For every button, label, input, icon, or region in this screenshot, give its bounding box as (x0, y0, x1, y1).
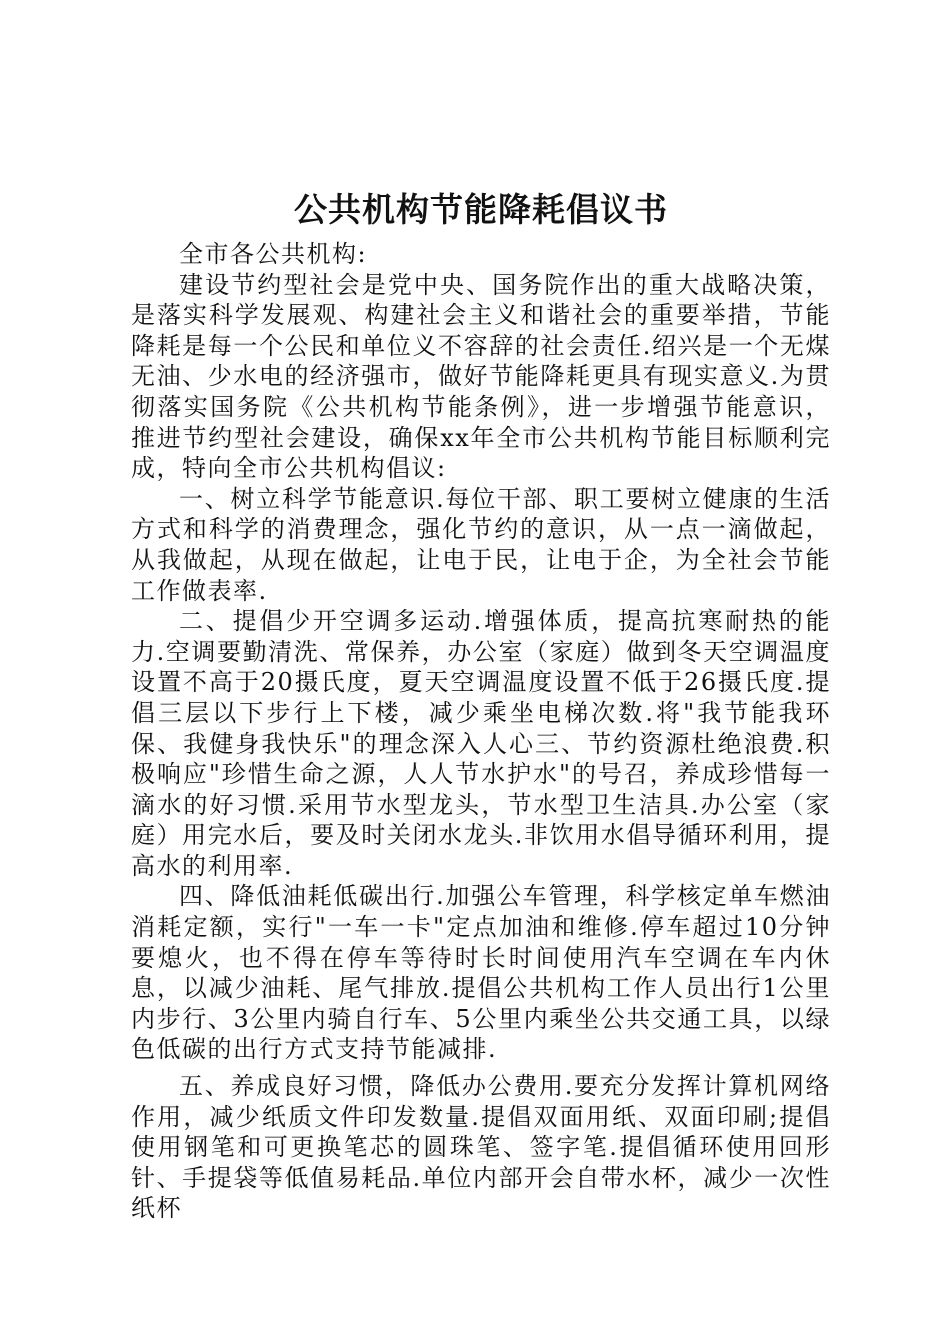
paragraph-2-3: 二、提倡少开空调多运动.增强体质，提高抗寒耐热的能力.空调要勤清洗、常保养，办公室（家庭）做到冬天空调温度设置不高于20摄氏度，夏天空调温度设置不低于26摄氏度.提倡三层以下步行上下楼，减少乘坐电梯次数.将"我节能我环保、我健身我快乐"的理念深入人心三、节约资源杜绝浪费.积极响应"珍惜生命之源，人人节水护水"的号召，养成珍惜每一滴水的好习惯.采用节水型龙头，节水型卫生洁具.办公室（家庭）用完水后，要及时关闭水龙头.非饮用水倡导循环利用，提高水的利用率. (131, 607, 831, 880)
salutation: 全市各公共机构: (179, 240, 368, 268)
paragraph-intro: 建设节约型社会是党中央、国务院作出的重大战略决策，是落实科学发展观、构建社会主义和谐社会的重要举措，节能降耗是每一个公民和单位义不容辞的社会责任.绍兴是一个无煤无油、少水电的经济强市，做好节能降耗更具有现实意义.为贯彻落实国务院《公共机构节能条例》，进一步增强节能意识，推进节约型社会建设，确保xx年全市公共机构节能目标顺利完成，特向全市公共机构倡议: (131, 270, 831, 483)
paragraph-4: 四、降低油耗低碳出行.加强公车管理，科学核定单车燃油消耗定额，实行"一车一卡"定点加油和维修.停车超过10分钟要熄火，也不得在停车等待时长时间使用汽车空调在车内休息，以减少油耗、尾气排放.提倡公共机构工作人员出行1公里内步行、3公里内骑自行车、5公里内乘坐公共交通工具，以绿色低碳的出行方式支持节能减排. (131, 882, 831, 1064)
document-page (131, 186, 831, 1224)
paragraph-5: 五、养成良好习惯，降低办公费用.要充分发挥计算机网络作用，减少纸质文件印发数量.提倡双面用纸、双面印刷;提倡使用钢笔和可更换笔芯的圆珠笔、签字笔.提倡循环使用回形针、手提袋等低值易耗品.单位内部开会自带水杯，减少一次性纸杯 (131, 1072, 831, 1223)
paragraph-1: 一、树立科学节能意识.每位干部、职工要树立健康的生活方式和科学的消费理念，强化节约的意识，从一点一滴做起，从我做起，从现在做起，让电于民，让电于企，为全社会节能工作做表率. (131, 484, 831, 605)
document-title: 公共机构节能降耗倡议书 (294, 190, 668, 229)
